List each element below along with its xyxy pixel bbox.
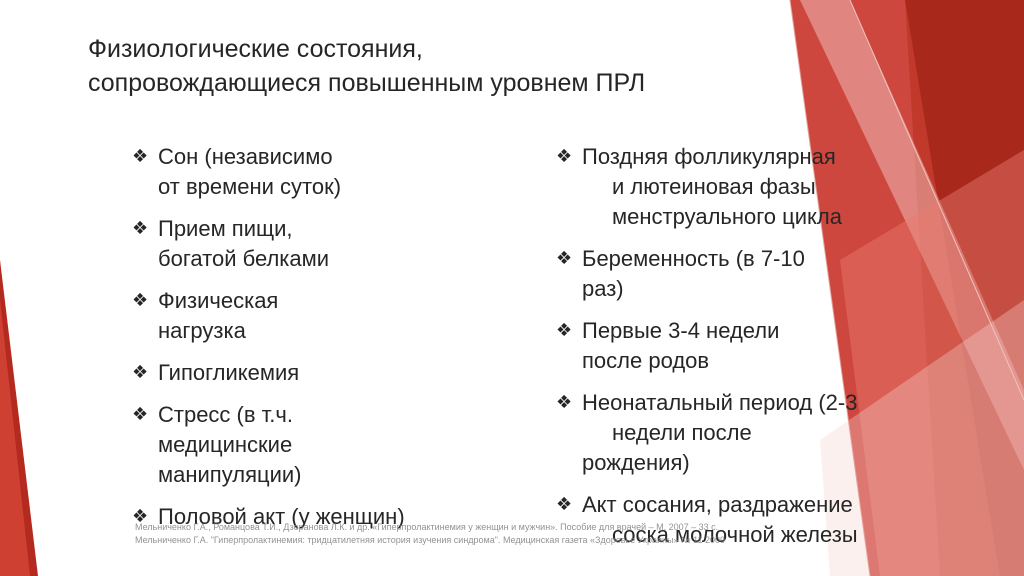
list-item-text: рождения) xyxy=(582,450,690,475)
list-item-text: Физическая xyxy=(158,288,279,313)
list-item-text: Прием пищи, xyxy=(158,216,293,241)
list-item-text: богатой белками xyxy=(158,246,330,271)
list-item-text: Половой акт (у женщин) xyxy=(158,504,405,529)
diamond-bullet-icon: ❖ xyxy=(132,218,149,238)
diamond-bullet-icon: ❖ xyxy=(556,494,573,514)
slide-title-line-1: Физиологические состояния, xyxy=(88,35,423,63)
list-item-text: соска молочной железы xyxy=(612,522,858,547)
left-bullet-list xyxy=(132,142,492,544)
list-item xyxy=(132,286,492,346)
diamond-bullet-icon: ❖ xyxy=(556,248,573,268)
list-item xyxy=(132,142,492,202)
list-item xyxy=(132,214,492,274)
list-item-text: Стресс (в т.ч. xyxy=(158,402,293,427)
list-item xyxy=(556,316,926,376)
list-item-text: Поздняя фолликулярная xyxy=(582,144,836,169)
diamond-bullet-icon: ❖ xyxy=(132,362,149,382)
list-item-text: медицинские xyxy=(158,432,293,457)
list-item-text: Сон (независимо xyxy=(158,144,333,169)
list-item-text: манипуляции) xyxy=(158,462,302,487)
list-item-text: после родов xyxy=(582,348,710,373)
diamond-bullet-icon: ❖ xyxy=(132,404,149,424)
list-item xyxy=(556,244,926,304)
diamond-bullet-icon: ❖ xyxy=(556,146,573,166)
list-item xyxy=(132,400,492,490)
references-footnote xyxy=(135,521,895,547)
list-item-text: от времени суток) xyxy=(158,174,342,199)
list-item-text: Беременность (в 7-10 xyxy=(582,246,805,271)
list-item xyxy=(132,358,492,388)
list-item-text: Акт сосания, раздражение xyxy=(582,492,853,517)
diamond-bullet-icon: ❖ xyxy=(132,506,149,526)
diamond-bullet-icon: ❖ xyxy=(132,290,149,310)
list-item-text: нагрузка xyxy=(158,318,246,343)
reference-line: Мельниченко Г.А., Романцова Т.И., Дзеранова Л.К. и др. «Гиперпролактинемия у женщин и мужчин». Пособие для врачей – М. 2007 – 33 с. xyxy=(135,522,719,532)
list-item-text: Неонатальный период (2-3 xyxy=(582,390,858,415)
list-item-text: раз) xyxy=(582,276,624,301)
diamond-bullet-icon: ❖ xyxy=(132,146,149,166)
list-item-text: менструального цикла xyxy=(612,204,842,229)
diamond-bullet-icon: ❖ xyxy=(556,392,573,412)
list-item xyxy=(556,142,926,232)
list-item-text: Первые 3-4 недели xyxy=(582,318,780,343)
slide-title-line-2: сопровождающиеся повышенным уровнем ПРЛ xyxy=(88,69,646,97)
right-bullet-list xyxy=(556,142,926,562)
list-item-text: недели после xyxy=(612,420,752,445)
list-item-text: Гипогликемия xyxy=(158,360,300,385)
slide-title xyxy=(88,32,748,100)
list-item xyxy=(556,388,926,478)
list-item-text: и лютеиновая фазы xyxy=(612,174,816,199)
diamond-bullet-icon: ❖ xyxy=(556,320,573,340)
reference-line: Мельниченко Г.А. "Гиперпролактинемия: тридцатилетняя история изучения синдрома". Медицинская газета «Здоровье Украины» № 11 2009 xyxy=(135,535,725,545)
